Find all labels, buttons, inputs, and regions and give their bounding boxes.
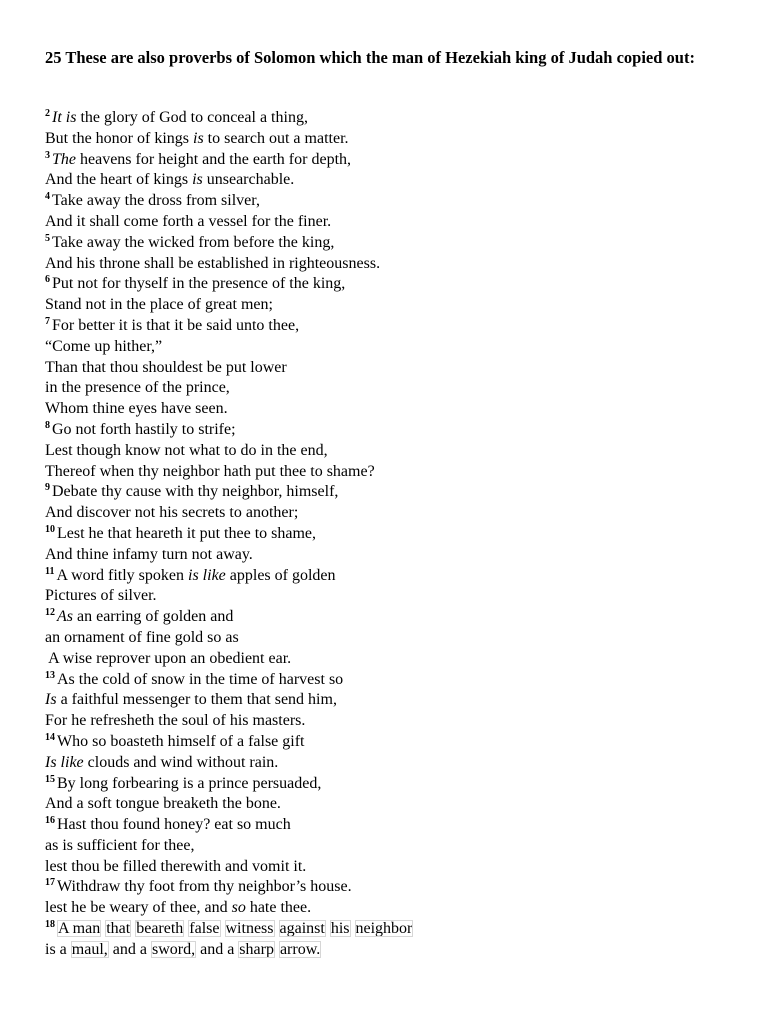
verse-text-run: And thine infamy turn not away. <box>45 545 253 563</box>
verse-text-run: A word fitly spoken <box>56 566 188 584</box>
verse-text-run: is <box>193 129 204 147</box>
verse-line <box>45 358 745 379</box>
verse-line <box>45 129 745 150</box>
verse-number: 17 <box>45 877 55 889</box>
verse-number: 10 <box>45 523 55 535</box>
verse-text-run: By long forbearing is a prince persuaded, <box>57 774 322 792</box>
verse-line <box>45 399 745 420</box>
verse-number: 15 <box>45 773 55 785</box>
verse-line <box>45 566 745 587</box>
verse-text-run: Thereof when thy neighbor hath put thee to shame? <box>45 462 375 480</box>
highlighted-word: against <box>279 920 325 938</box>
verse-text-run: And discover not his secrets to another; <box>45 504 299 522</box>
verse-text-run: Is like <box>45 753 84 771</box>
verse-text-run: a faithful messenger to them that send him, <box>56 691 337 709</box>
verse-text-run: hate thee. <box>245 899 312 917</box>
verse-text-run: to search out a matter. <box>203 129 349 147</box>
verse-text-run: Take away the wicked from before the king, <box>52 233 335 251</box>
verse-number: 5 <box>45 232 50 244</box>
verse-line <box>45 732 745 753</box>
verse-line <box>45 337 745 358</box>
verse-text-run: is a <box>45 940 71 958</box>
verse-number: 18 <box>45 919 55 931</box>
verse-text-run: The <box>52 150 76 168</box>
verse-text-run <box>275 920 279 937</box>
highlighted-word: neighbor <box>355 920 413 938</box>
verse-line <box>45 898 745 919</box>
verse-text-run: And the heart of kings <box>45 171 193 189</box>
verse-line <box>45 191 745 212</box>
highlighted-word: false <box>189 920 220 938</box>
verse-text-run: Pictures of silver. <box>45 587 157 605</box>
verse-number: 9 <box>45 482 50 494</box>
verse-line <box>45 940 745 961</box>
verse-line <box>45 711 745 732</box>
verse-text-run: For he refresheth the soul of his masters. <box>45 712 306 730</box>
verse-text-run: is <box>192 171 203 189</box>
verse-number: 6 <box>45 274 50 286</box>
verse-text-run: And a soft tongue breaketh the bone. <box>45 795 281 813</box>
verse-line <box>45 503 745 524</box>
verse-text-run: And it shall come forth a vessel for the finer. <box>45 212 332 230</box>
highlighted-word: arrow. <box>279 940 321 958</box>
verse-text-run: A wise reprover upon an obedient ear. <box>45 649 292 667</box>
verse-line <box>45 254 745 275</box>
verse-line <box>45 877 745 898</box>
verse-text-run: Go not forth hastily to strife; <box>52 420 236 438</box>
verse-text <box>45 108 745 961</box>
highlighted-word: beareth <box>136 920 184 938</box>
verse-number: 12 <box>45 607 55 619</box>
verse-text-run: “Come up hither,” <box>45 337 163 355</box>
highlighted-word: that <box>106 920 131 938</box>
verse-line <box>45 857 745 878</box>
verse-text-run: so <box>231 899 246 917</box>
verse-text-run: lest he be weary of thee, and <box>45 899 232 917</box>
verse-line <box>45 794 745 815</box>
verse-number: 14 <box>45 731 55 743</box>
verse-text-run: apples of golden <box>225 566 336 584</box>
verse-number: 7 <box>45 315 50 327</box>
verse-text-run: Put not for thyself in the presence of the king, <box>52 275 346 293</box>
verse-text-run: Lest he that heareth it put thee to shame, <box>57 524 317 542</box>
verse-line <box>45 545 745 566</box>
verse-text-run: as is sufficient for thee, <box>45 836 195 854</box>
verse-text-run: Debate thy cause with thy neighbor, himself, <box>52 483 339 501</box>
verse-text-run: But the honor of kings <box>45 129 193 147</box>
verse-line <box>45 295 745 316</box>
verse-line <box>45 170 745 191</box>
highlighted-word: A man <box>58 920 101 938</box>
highlighted-word: maul, <box>71 940 108 958</box>
verse-number: 8 <box>45 419 50 431</box>
verse-text-run: Than that thou shouldest be put lower <box>45 358 287 376</box>
verse-line <box>45 212 745 233</box>
verse-line <box>45 586 745 607</box>
verse-line <box>45 462 745 483</box>
verse-line <box>45 690 745 711</box>
verse-line <box>45 378 745 399</box>
verse-text-run: the glory of God to conceal a thing, <box>76 109 308 126</box>
verse-text-run: in the presence of the prince, <box>45 379 230 397</box>
verse-number: 3 <box>45 149 50 161</box>
verse-line <box>45 753 745 774</box>
verse-line <box>45 420 745 441</box>
highlighted-word: his <box>330 920 350 938</box>
verse-line <box>45 274 745 295</box>
verse-line <box>45 774 745 795</box>
verse-line <box>45 607 745 628</box>
verse-line <box>45 316 745 337</box>
verse-line <box>45 108 745 129</box>
highlighted-word: sword, <box>151 940 196 958</box>
verse-number: 11 <box>45 565 55 577</box>
verse-text-run: And his throne shall be established in righteousness. <box>45 254 381 272</box>
verse-text-run: Stand not in the place of great men; <box>45 296 273 314</box>
verse-text-run: Is <box>45 691 57 709</box>
verse-text-run: Lest though know not what to do in the end, <box>45 441 328 459</box>
verse-text-run: Hast thou found honey? eat so much <box>57 816 291 834</box>
verse-text-run: As the cold of snow in the time of harvest so <box>57 670 344 688</box>
verse-number: 2 <box>45 108 50 119</box>
verse-number: 4 <box>45 191 50 203</box>
verse-line <box>45 836 745 857</box>
verse-text-run: Whom thine eyes have seen. <box>45 400 228 418</box>
verse-text-run: heavens for height and the earth for depth, <box>76 150 352 168</box>
verse-text-run: an earring of golden and <box>73 608 234 626</box>
verse-text-run: Who so boasteth himself of a false gift <box>57 732 305 750</box>
verse-line <box>45 628 745 649</box>
verse-text-run: For better it is that it be said unto thee, <box>52 316 300 334</box>
verse-text-run: unsearchable. <box>202 171 295 189</box>
verse-text-run: an ornament of fine gold so as <box>45 628 239 646</box>
verse-line <box>45 482 745 503</box>
verse-text-run: and a <box>108 940 151 958</box>
verse-line <box>45 919 745 940</box>
verse-text-run: As <box>57 608 73 626</box>
verse-text-run: It is <box>52 109 77 126</box>
verse-line <box>45 441 745 462</box>
verse-text-run: lest thou be filled therewith and vomit it. <box>45 857 307 875</box>
highlighted-word: sharp <box>239 940 274 958</box>
highlighted-word: witness <box>225 920 274 938</box>
verse-text-run: and a <box>196 940 239 958</box>
verse-text-run <box>221 920 225 937</box>
verse-text-run: clouds and wind without rain. <box>83 753 279 771</box>
verse-line <box>45 815 745 836</box>
verse-line <box>45 150 745 171</box>
verse-text-run: Take away the dross from silver, <box>52 192 260 210</box>
chapter-heading: 25 These are also proverbs of Solomon which the man of Hezekiah king of Judah copied out: <box>45 48 695 67</box>
verse-text-run: is like <box>188 566 226 584</box>
verse-number: 13 <box>45 669 55 681</box>
verse-number: 16 <box>45 815 55 827</box>
verse-text-run: Withdraw thy foot from thy neighbor’s house. <box>57 878 352 896</box>
verse-line <box>45 649 745 670</box>
verse-line <box>45 233 745 254</box>
verse-line <box>45 524 745 545</box>
verse-line <box>45 670 745 691</box>
verse-text-run <box>351 920 355 937</box>
